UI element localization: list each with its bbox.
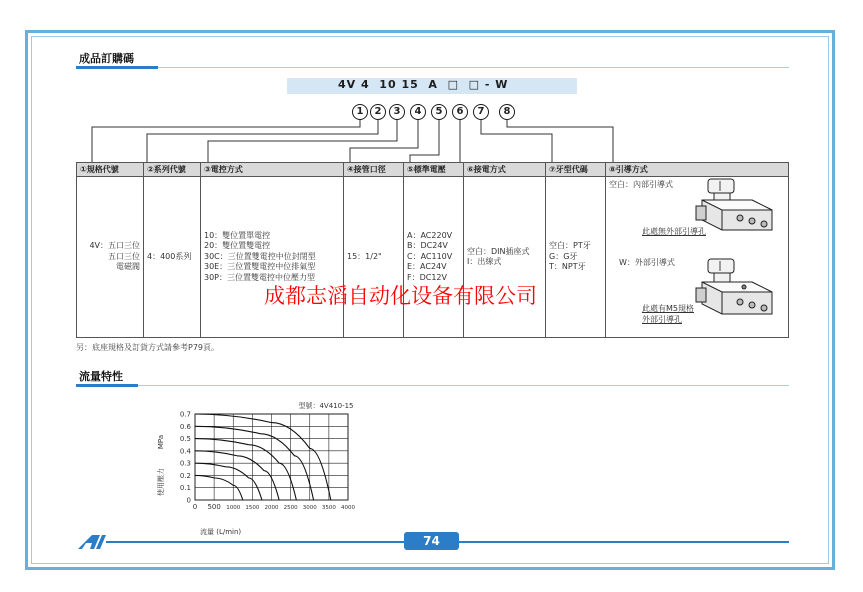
col-header-control: ③電控方式 [201, 163, 344, 177]
chart-y-tick-label: 0.6 [179, 422, 191, 431]
chart-yunit: MPa [157, 434, 165, 450]
valve-internal-pilot-image [694, 178, 780, 238]
cell-text: 五口三位 [108, 251, 140, 261]
chart-x-tick-label: 4000 [341, 505, 355, 511]
cell-port [344, 177, 404, 338]
section-title-flow: 流量特性 [79, 370, 123, 383]
brand-logo [76, 534, 106, 550]
cell-text: 4V：五口三位 [89, 241, 140, 251]
cell-text: 10：雙位置單電控 [204, 230, 271, 240]
chart-x-tick-label: 0 [192, 503, 198, 511]
chart-y-ticks [180, 411, 192, 505]
cell-text: A：AC220V [407, 230, 453, 240]
chart-y-tick-label: 0.5 [179, 435, 191, 444]
code-marker-6: 6 [452, 104, 468, 120]
cell-series [144, 177, 201, 338]
chart-series-group [195, 414, 331, 500]
cell-text: C：AC110V [407, 251, 453, 261]
cell-text: 電磁閥 [116, 262, 140, 272]
cell-text: T：NPT牙 [549, 262, 586, 272]
code-marker-2: 2 [370, 104, 386, 120]
pilot-internal-label: 空白：內部引導式 [609, 180, 673, 189]
col-header-voltage: ⑤標準電壓 [404, 163, 464, 177]
code-marker-8: 8 [499, 104, 515, 120]
chart-y-tick-label: 0 [186, 496, 191, 505]
cell-text: I：出線式 [467, 257, 502, 266]
chart-x-ticks [193, 503, 356, 511]
chart-y-tick-label: 0.1 [179, 484, 191, 493]
chart-series-curve [195, 439, 296, 500]
valve-external-pilot-image [694, 258, 780, 322]
chart-y-tick-label: 0.3 [179, 459, 191, 468]
code-marker-4: 4 [410, 104, 426, 120]
chart-x-tick-label: 1500 [245, 505, 260, 511]
section-rule [138, 385, 789, 386]
chart-y-tick-label: 0.7 [179, 410, 191, 419]
chart-xlabel: 流量 (L/min) [200, 528, 242, 536]
cell-text: 空白：DIN插座式 [467, 246, 530, 256]
chart-y-tick-label: 0.4 [179, 447, 191, 456]
col-header-port: ④接管口徑 [344, 163, 404, 177]
spec-table [76, 162, 789, 338]
cell-text: 30E：三位置雙電控中位排氣型 [204, 262, 316, 272]
col-header-wiring: ⑥接電方式 [464, 163, 546, 177]
cell-text: 30C：三位置雙電控中位封閉型 [204, 251, 316, 261]
pilot-external-note-1: 此處有M5規格 [642, 304, 694, 313]
chart-y-tick-label: 0.2 [179, 471, 191, 480]
order-code: 4V 4 10 15 A □ □ - W [338, 78, 509, 91]
cell-text: E：AC24V [407, 262, 447, 272]
cell-text: F：DC12V [407, 272, 447, 282]
cell-spec [77, 177, 144, 338]
pilot-external-note-2: 外部引導孔 [642, 315, 682, 324]
chart-title: 型號：4V410-15 [298, 402, 354, 410]
footer-line-right [459, 541, 789, 543]
cell-text: 30P：三位置雙電控中位壓力型 [204, 272, 316, 282]
page-number: 74 [404, 532, 459, 550]
pilot-internal-note: 此處無外部引導孔 [642, 227, 706, 236]
cell-control [201, 177, 344, 338]
chart-x-tick-label: 3500 [321, 505, 336, 511]
col-header-pilot: ⑧引導方式 [606, 163, 789, 177]
chart-ylabel: 使用壓力 [157, 468, 165, 496]
chart-x-tick-label: 1000 [226, 505, 241, 511]
pilot-external-label: W：外部引導式 [619, 258, 675, 267]
cell-text: 空白：PT牙 [549, 241, 591, 251]
footnote: 另：底座規格及訂貨方式請參考P79頁。 [76, 343, 220, 352]
cell-text: 4：400系列 [147, 251, 192, 261]
code-marker-1: 1 [352, 104, 368, 120]
col-header-thread: ⑦牙型代碼 [546, 163, 606, 177]
cell-text: G：G牙 [549, 251, 578, 261]
cell-text: 15：1/2" [347, 251, 382, 261]
col-header-series: ②系列代號 [144, 163, 201, 177]
chart-x-tick-label: 500 [207, 503, 221, 511]
section-title-order-code: 成品訂購碼 [79, 52, 134, 65]
code-marker-3: 3 [389, 104, 405, 120]
chart-x-tick-label: 2500 [283, 505, 298, 511]
flow-chart [150, 398, 380, 538]
watermark-text: 成都志滔自动化设备有限公司 [264, 284, 537, 308]
cell-text: 20：雙位置雙電控 [204, 241, 271, 251]
cell-thread [546, 177, 606, 338]
code-marker-7: 7 [473, 104, 489, 120]
cell-text: B：DC24V [407, 241, 448, 251]
code-marker-5: 5 [431, 104, 447, 120]
col-header-spec: ①規格代號 [77, 163, 144, 177]
cell-voltage [404, 177, 464, 338]
chart-x-tick-label: 3000 [302, 505, 317, 511]
cell-wiring [464, 177, 546, 338]
section-underline [76, 384, 138, 387]
chart-x-tick-label: 2000 [264, 505, 279, 511]
footer-line-left [106, 541, 404, 543]
